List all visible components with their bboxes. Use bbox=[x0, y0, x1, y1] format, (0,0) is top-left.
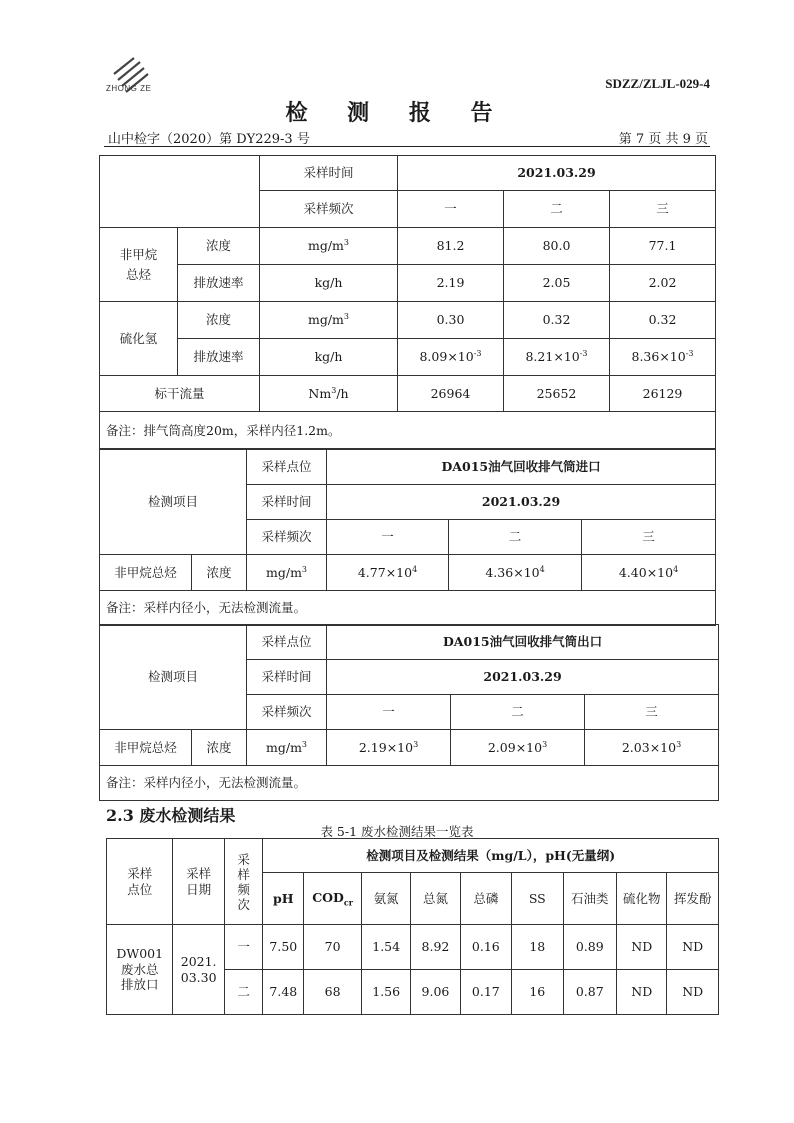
value-cell: 7.50 bbox=[263, 925, 304, 970]
value-cell: $2.03\times 10^3$ bbox=[585, 730, 719, 766]
sampling-date: 2021.03.29 bbox=[327, 660, 719, 695]
sampling-time-label: 采样时间 bbox=[247, 485, 327, 520]
sampling-date: 2021.03.29 bbox=[327, 485, 716, 520]
value-cell: $8.21\times 10^{-3}$ bbox=[504, 339, 610, 376]
conc-label: 浓度 bbox=[192, 555, 247, 591]
sampling-date: 2021.03.29 bbox=[398, 156, 716, 191]
value-cell: 0.32 bbox=[504, 302, 610, 339]
conc-label: 浓度 bbox=[178, 228, 260, 265]
sampling-date: 2021. 03.30 bbox=[173, 925, 224, 1015]
inlet-results-table bbox=[99, 448, 716, 626]
project-label: 检测项目 bbox=[100, 625, 247, 730]
value-cell: 0.32 bbox=[610, 302, 716, 339]
value-cell: 68 bbox=[304, 970, 362, 1015]
value-cell: ND bbox=[667, 925, 719, 970]
freq-3: 三 bbox=[582, 520, 716, 555]
sampling-time-label: 采样时间 bbox=[247, 660, 327, 695]
conc-label: 浓度 bbox=[192, 730, 247, 766]
param-header: 总氮 bbox=[411, 873, 460, 925]
item-nmhc: 非甲烷总烃 bbox=[100, 228, 178, 302]
freq-1: 一 bbox=[398, 191, 504, 228]
unit-conc: $mg/m^3$ bbox=[247, 555, 327, 591]
sampling-time-label: 采样时间 bbox=[260, 156, 398, 191]
value-cell: $8.09\times 10^{-3}$ bbox=[398, 339, 504, 376]
sampling-point: DA015油气回收排气筒进口 bbox=[327, 449, 716, 485]
flow-unit: Nm$^3$/h bbox=[260, 376, 398, 412]
value-cell: 80.0 bbox=[504, 228, 610, 265]
flow-label: 标干流量 bbox=[100, 376, 260, 412]
item-h2s: 硫化氢 bbox=[100, 302, 178, 376]
value-cell: 1.56 bbox=[362, 970, 411, 1015]
page-number: 第 7 页 共 9 页 bbox=[618, 132, 708, 147]
document-code: SDZZ/ZLJL-029-4 bbox=[605, 76, 710, 91]
value-cell: 0.30 bbox=[398, 302, 504, 339]
unit-rate: kg/h bbox=[260, 339, 398, 376]
freq-2: 二 bbox=[451, 695, 585, 730]
value-cell: 16 bbox=[512, 970, 563, 1015]
sampling-freq-label: 采样频次 bbox=[247, 695, 327, 730]
value-cell: 0.16 bbox=[460, 925, 511, 970]
param-header: 硫化物 bbox=[617, 873, 667, 925]
sampling-freq-label: 采样频次 bbox=[260, 191, 398, 228]
value-cell: 7.48 bbox=[263, 970, 304, 1015]
freq-cell: 二 bbox=[224, 970, 263, 1015]
value-cell: 2.02 bbox=[610, 265, 716, 302]
header-divider bbox=[104, 146, 710, 147]
value-cell: 8.92 bbox=[411, 925, 460, 970]
param-header: 石油类 bbox=[563, 873, 617, 925]
param-header: $COD_{cr}$ bbox=[304, 873, 362, 925]
wastewater-results-table bbox=[106, 838, 719, 1015]
value-cell: 26129 bbox=[610, 376, 716, 412]
rate-label: 排放速率 bbox=[178, 339, 260, 376]
rate-label: 排放速率 bbox=[178, 265, 260, 302]
freq-1: 一 bbox=[327, 695, 451, 730]
param-header: 总磷 bbox=[460, 873, 511, 925]
freq-3: 三 bbox=[610, 191, 716, 228]
item-nmhc: 非甲烷总烃 bbox=[100, 555, 192, 591]
param-header: 挥发酚 bbox=[667, 873, 719, 925]
value-cell: $4.77\times 10^4$ bbox=[327, 555, 449, 591]
value-cell: 0.87 bbox=[563, 970, 617, 1015]
value-cell: 1.54 bbox=[362, 925, 411, 970]
value-cell: 2.19 bbox=[398, 265, 504, 302]
col-date-header: 采样 日期 bbox=[173, 839, 224, 925]
unit-conc: $mg/m^3$ bbox=[260, 228, 398, 265]
table-note: 备注：采样内径小，无法检测流量。 bbox=[100, 591, 716, 626]
value-cell: $4.36\times 10^4$ bbox=[449, 555, 582, 591]
freq-3: 三 bbox=[585, 695, 719, 730]
outlet-results-table bbox=[99, 624, 719, 801]
sampling-freq-label: 采样频次 bbox=[247, 520, 327, 555]
value-cell: ND bbox=[617, 970, 667, 1015]
value-cell: 0.89 bbox=[563, 925, 617, 970]
value-cell: 77.1 bbox=[610, 228, 716, 265]
col-freq-header: 采 样 频 次 bbox=[224, 839, 263, 925]
freq-2: 二 bbox=[449, 520, 582, 555]
table-note: 备注：采样内径小，无法检测流量。 bbox=[100, 766, 719, 801]
exhaust-results-table bbox=[99, 155, 716, 450]
freq-2: 二 bbox=[504, 191, 610, 228]
logo-text: ZHONG ZE bbox=[106, 84, 152, 93]
value-cell: ND bbox=[617, 925, 667, 970]
sampling-point: DW001 废水总 排放口 bbox=[107, 925, 173, 1015]
value-cell: 26964 bbox=[398, 376, 504, 412]
value-cell: 9.06 bbox=[411, 970, 460, 1015]
value-cell: $2.19\times 10^3$ bbox=[327, 730, 451, 766]
sampling-point-label: 采样点位 bbox=[247, 625, 327, 660]
value-cell: 81.2 bbox=[398, 228, 504, 265]
value-cell: 2.05 bbox=[504, 265, 610, 302]
param-header: 氨氮 bbox=[362, 873, 411, 925]
report-number: 山中检字（2020）第 DY229-3 号 bbox=[108, 132, 310, 147]
table-caption: 表 5-1 废水检测结果一览表 bbox=[320, 824, 474, 839]
freq-1: 一 bbox=[327, 520, 449, 555]
project-label: 检测项目 bbox=[100, 449, 247, 555]
value-cell: $4.40\times 10^4$ bbox=[582, 555, 716, 591]
param-header: pH bbox=[263, 873, 304, 925]
unit-rate: kg/h bbox=[260, 265, 398, 302]
col-point-header: 采样 点位 bbox=[107, 839, 173, 925]
value-cell: 25652 bbox=[504, 376, 610, 412]
value-cell: 18 bbox=[512, 925, 563, 970]
value-cell: 0.17 bbox=[460, 970, 511, 1015]
unit-conc: $mg/m^3$ bbox=[247, 730, 327, 766]
sampling-point-label: 采样点位 bbox=[247, 449, 327, 485]
freq-cell: 一 bbox=[224, 925, 263, 970]
section-title: 2.3 废水检测结果 bbox=[106, 806, 236, 825]
table-note: 备注：排气筒高度20m，采样内径1.2m。 bbox=[100, 412, 716, 450]
sampling-point: DA015油气回收排气筒出口 bbox=[327, 625, 719, 660]
value-cell: $8.36\times 10^{-3}$ bbox=[610, 339, 716, 376]
conc-label: 浓度 bbox=[178, 302, 260, 339]
blank-cell bbox=[100, 156, 260, 228]
page-title: 检 测 报 告 bbox=[285, 100, 509, 126]
value-cell: 70 bbox=[304, 925, 362, 970]
value-cell: ND bbox=[667, 970, 719, 1015]
group-header: 检测项目及检测结果（mg/L），pH(无量纲) bbox=[263, 839, 719, 873]
item-nmhc: 非甲烷总烃 bbox=[100, 730, 192, 766]
param-header: SS bbox=[512, 873, 563, 925]
unit-conc: $mg/m^3$ bbox=[260, 302, 398, 339]
value-cell: $2.09\times 10^3$ bbox=[451, 730, 585, 766]
